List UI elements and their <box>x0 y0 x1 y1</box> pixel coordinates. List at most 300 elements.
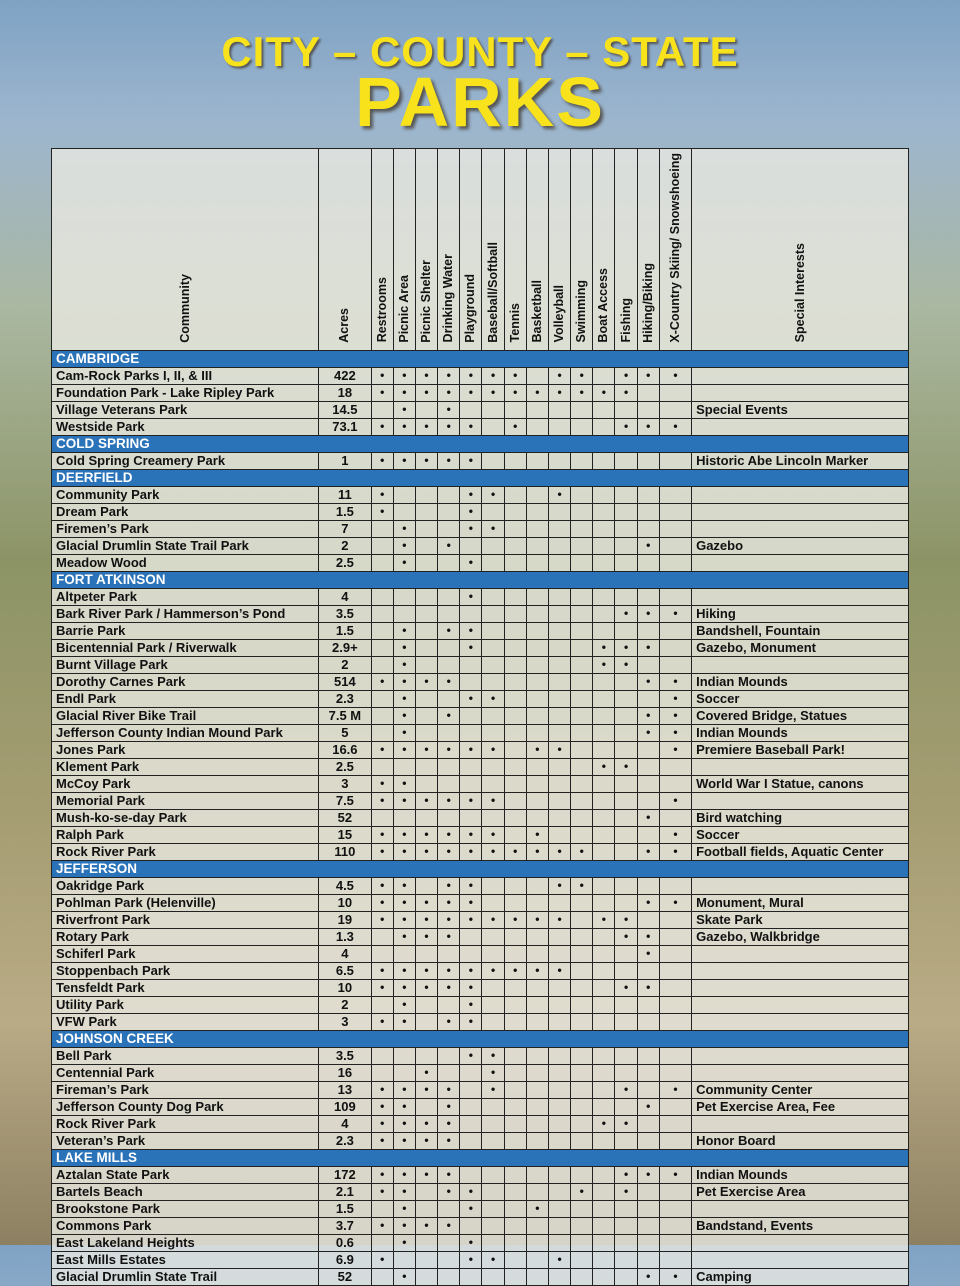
amenity-empty <box>504 1132 526 1149</box>
column-header-label: Swimming <box>574 280 589 343</box>
amenity-bullet <box>393 962 415 979</box>
amenity-bullet <box>371 741 393 758</box>
amenity-empty <box>460 537 482 554</box>
park-name: Altpeter Park <box>52 588 319 605</box>
amenity-empty <box>504 622 526 639</box>
amenity-empty <box>460 775 482 792</box>
amenity-bullet <box>548 843 570 860</box>
amenity-empty <box>548 996 570 1013</box>
table-row <box>52 809 909 826</box>
amenity-empty <box>637 1183 659 1200</box>
column-header-label: Picnic Shelter <box>419 259 434 343</box>
special-interests: Honor Board <box>692 1132 909 1149</box>
amenity-empty <box>526 1047 548 1064</box>
amenity-empty <box>482 945 504 962</box>
table-row <box>52 1268 909 1285</box>
amenity-bullet <box>637 928 659 945</box>
amenity-bullet <box>504 418 526 435</box>
amenity-bullet <box>393 1132 415 1149</box>
amenity-bullet <box>438 1132 460 1149</box>
amenity-bullet <box>637 843 659 860</box>
amenity-empty <box>482 1013 504 1030</box>
table-row <box>52 724 909 741</box>
amenity-empty <box>393 809 415 826</box>
amenity-empty <box>571 707 593 724</box>
amenity-bullet <box>637 605 659 622</box>
special-interests <box>692 1234 909 1251</box>
amenity-empty <box>526 622 548 639</box>
amenity-empty <box>571 503 593 520</box>
amenity-bullet <box>393 418 415 435</box>
amenity-empty <box>415 1013 437 1030</box>
amenity-bullet <box>371 911 393 928</box>
amenity-empty <box>504 486 526 503</box>
amenity-empty <box>637 384 659 401</box>
table-row <box>52 843 909 860</box>
park-acres: 2 <box>319 656 371 673</box>
amenity-bullet <box>482 1251 504 1268</box>
amenity-empty <box>659 1064 691 1081</box>
amenity-bullet <box>460 622 482 639</box>
amenity-empty <box>571 741 593 758</box>
amenity-bullet <box>371 775 393 792</box>
park-name: Cold Spring Creamery Park <box>52 452 319 469</box>
page-title: PARKS <box>355 63 605 141</box>
amenity-empty <box>571 605 593 622</box>
amenity-bullet <box>615 384 637 401</box>
amenity-bullet <box>438 928 460 945</box>
special-interests: Soccer <box>692 826 909 843</box>
amenity-empty <box>637 1013 659 1030</box>
amenity-empty <box>593 554 615 571</box>
amenity-empty <box>393 945 415 962</box>
park-acres: 3 <box>319 775 371 792</box>
amenity-bullet <box>393 1166 415 1183</box>
amenity-empty <box>460 724 482 741</box>
park-name: Dorothy Carnes Park <box>52 673 319 690</box>
amenity-empty <box>637 962 659 979</box>
table-row <box>52 605 909 622</box>
amenity-empty <box>571 690 593 707</box>
amenity-empty <box>571 639 593 656</box>
amenity-bullet <box>438 707 460 724</box>
park-name: Jefferson County Dog Park <box>52 1098 319 1115</box>
amenity-bullet <box>438 1217 460 1234</box>
amenity-empty <box>504 605 526 622</box>
park-name: Meadow Wood <box>52 554 319 571</box>
table-row <box>52 1200 909 1217</box>
amenity-empty <box>526 367 548 384</box>
table-row <box>52 741 909 758</box>
park-acres: 16 <box>319 1064 371 1081</box>
amenity-empty <box>371 656 393 673</box>
amenity-bullet <box>393 452 415 469</box>
column-header-label: X-Country Skiing/ Snowshoeing <box>667 153 682 343</box>
amenity-bullet <box>637 639 659 656</box>
column-header-label: Boat Access <box>596 268 611 343</box>
amenity-empty <box>371 1047 393 1064</box>
amenity-empty <box>482 1166 504 1183</box>
amenity-empty <box>526 656 548 673</box>
park-acres: 2.3 <box>319 690 371 707</box>
amenity-bullet <box>659 792 691 809</box>
amenity-bullet <box>393 1115 415 1132</box>
amenity-empty <box>504 537 526 554</box>
amenity-bullet <box>393 367 415 384</box>
special-interests: Pet Exercise Area, Fee <box>692 1098 909 1115</box>
amenity-bullet <box>460 741 482 758</box>
special-interests <box>692 503 909 520</box>
amenity-empty <box>504 758 526 775</box>
amenity-empty <box>393 503 415 520</box>
column-header <box>615 149 637 351</box>
amenity-empty <box>415 707 437 724</box>
amenity-empty <box>571 1081 593 1098</box>
park-name: Cam-Rock Parks I, II, & III <box>52 367 319 384</box>
amenity-empty <box>438 1268 460 1285</box>
table-row <box>52 537 909 554</box>
amenity-empty <box>659 979 691 996</box>
amenity-bullet <box>460 979 482 996</box>
amenity-empty <box>593 367 615 384</box>
amenity-empty <box>460 656 482 673</box>
amenity-empty <box>593 1047 615 1064</box>
amenity-empty <box>415 996 437 1013</box>
amenity-empty <box>482 503 504 520</box>
amenity-bullet <box>438 1166 460 1183</box>
amenity-bullet <box>482 962 504 979</box>
amenity-empty <box>504 928 526 945</box>
amenity-empty <box>615 452 637 469</box>
amenity-empty <box>371 707 393 724</box>
amenity-empty <box>548 1217 570 1234</box>
amenity-empty <box>637 877 659 894</box>
park-acres: 73.1 <box>319 418 371 435</box>
table-row <box>52 639 909 656</box>
amenity-empty <box>438 1200 460 1217</box>
amenity-empty <box>593 1183 615 1200</box>
amenity-bullet <box>438 1115 460 1132</box>
amenity-bullet <box>482 1064 504 1081</box>
amenity-empty <box>526 401 548 418</box>
amenity-empty <box>415 690 437 707</box>
amenity-bullet <box>393 520 415 537</box>
amenity-bullet <box>482 1081 504 1098</box>
amenity-bullet <box>438 401 460 418</box>
park-acres: 11 <box>319 486 371 503</box>
amenity-empty <box>438 1064 460 1081</box>
amenity-empty <box>593 452 615 469</box>
special-interests <box>692 758 909 775</box>
amenity-bullet <box>393 826 415 843</box>
amenity-bullet <box>371 367 393 384</box>
amenity-empty <box>659 384 691 401</box>
amenity-bullet <box>615 605 637 622</box>
column-header <box>482 149 504 351</box>
amenity-bullet <box>659 843 691 860</box>
amenity-empty <box>659 1217 691 1234</box>
column-header <box>504 149 526 351</box>
amenity-empty <box>371 758 393 775</box>
amenity-empty <box>526 877 548 894</box>
park-name: Bartels Beach <box>52 1183 319 1200</box>
amenity-bullet <box>393 1081 415 1098</box>
amenity-empty <box>526 809 548 826</box>
amenity-bullet <box>438 452 460 469</box>
amenity-empty <box>371 554 393 571</box>
community-name: DEERFIELD <box>52 469 909 486</box>
amenity-bullet <box>371 1251 393 1268</box>
amenity-empty <box>593 707 615 724</box>
special-interests <box>692 588 909 605</box>
amenity-bullet <box>659 894 691 911</box>
amenity-empty <box>659 928 691 945</box>
table-row <box>52 826 909 843</box>
table-row <box>52 928 909 945</box>
table-row <box>52 1098 909 1115</box>
amenity-bullet <box>460 826 482 843</box>
amenity-empty <box>526 724 548 741</box>
amenity-empty <box>371 605 393 622</box>
amenity-empty <box>482 809 504 826</box>
amenity-empty <box>548 1013 570 1030</box>
park-acres: 4 <box>319 588 371 605</box>
column-header-label: Volleyball <box>552 285 567 343</box>
amenity-empty <box>615 537 637 554</box>
special-interests: Camping <box>692 1268 909 1285</box>
amenity-bullet <box>526 826 548 843</box>
community-group-row <box>52 350 909 367</box>
amenity-empty <box>504 775 526 792</box>
table-row <box>52 911 909 928</box>
amenity-empty <box>526 520 548 537</box>
amenity-empty <box>482 418 504 435</box>
amenity-bullet <box>438 792 460 809</box>
amenity-empty <box>571 962 593 979</box>
amenity-bullet <box>460 384 482 401</box>
amenity-empty <box>415 401 437 418</box>
park-acres: 3.7 <box>319 1217 371 1234</box>
park-acres: 52 <box>319 1268 371 1285</box>
amenity-empty <box>593 503 615 520</box>
amenity-empty <box>415 724 437 741</box>
amenity-empty <box>526 486 548 503</box>
amenity-empty <box>548 945 570 962</box>
special-interests: Gazebo <box>692 537 909 554</box>
amenity-empty <box>460 707 482 724</box>
park-acres: 4 <box>319 945 371 962</box>
amenity-empty <box>615 1064 637 1081</box>
special-interests <box>692 792 909 809</box>
amenity-bullet <box>659 1268 691 1285</box>
amenity-empty <box>393 1047 415 1064</box>
table-row <box>52 401 909 418</box>
amenity-empty <box>615 1098 637 1115</box>
amenity-empty <box>593 775 615 792</box>
amenity-empty <box>526 928 548 945</box>
amenity-empty <box>571 486 593 503</box>
amenity-empty <box>548 809 570 826</box>
amenity-bullet <box>393 639 415 656</box>
amenity-bullet <box>482 367 504 384</box>
amenity-empty <box>548 894 570 911</box>
amenity-empty <box>615 741 637 758</box>
amenity-empty <box>615 486 637 503</box>
column-header-label: Picnic Area <box>396 274 411 343</box>
amenity-empty <box>482 537 504 554</box>
amenity-bullet <box>460 877 482 894</box>
amenity-bullet <box>371 384 393 401</box>
amenity-bullet <box>659 418 691 435</box>
park-name: Glacial River Bike Trail <box>52 707 319 724</box>
amenity-empty <box>593 1064 615 1081</box>
amenity-empty <box>659 401 691 418</box>
park-name: Ralph Park <box>52 826 319 843</box>
title-line-1: CITY – COUNTY – STATE <box>221 28 739 75</box>
park-name: McCoy Park <box>52 775 319 792</box>
amenity-empty <box>548 1081 570 1098</box>
amenity-empty <box>504 401 526 418</box>
amenity-empty <box>482 1098 504 1115</box>
column-header <box>371 149 393 351</box>
community-group-row <box>52 860 909 877</box>
amenity-empty <box>637 588 659 605</box>
column-header <box>415 149 437 351</box>
special-interests: Skate Park <box>692 911 909 928</box>
amenity-bullet <box>393 1098 415 1115</box>
amenity-empty <box>615 588 637 605</box>
amenity-bullet <box>615 367 637 384</box>
amenity-empty <box>526 588 548 605</box>
amenity-empty <box>548 690 570 707</box>
table-row <box>52 1217 909 1234</box>
amenity-empty <box>548 1064 570 1081</box>
amenity-empty <box>593 486 615 503</box>
amenity-empty <box>659 1234 691 1251</box>
amenity-empty <box>571 452 593 469</box>
amenity-empty <box>548 401 570 418</box>
amenity-empty <box>504 1115 526 1132</box>
special-interests <box>692 945 909 962</box>
amenity-empty <box>659 775 691 792</box>
amenity-empty <box>571 826 593 843</box>
amenity-empty <box>504 996 526 1013</box>
amenity-bullet <box>371 792 393 809</box>
special-interests <box>692 1115 909 1132</box>
amenity-bullet <box>438 673 460 690</box>
amenity-empty <box>460 1217 482 1234</box>
amenity-empty <box>571 775 593 792</box>
amenity-empty <box>637 554 659 571</box>
amenity-empty <box>460 809 482 826</box>
amenity-empty <box>615 809 637 826</box>
amenity-bullet <box>371 673 393 690</box>
table-body <box>52 350 909 1285</box>
special-interests: Bandshell, Fountain <box>692 622 909 639</box>
amenity-bullet <box>593 758 615 775</box>
amenity-empty <box>615 690 637 707</box>
amenity-bullet <box>460 911 482 928</box>
table-row <box>52 384 909 401</box>
amenity-bullet <box>415 979 437 996</box>
amenity-bullet <box>548 911 570 928</box>
amenity-bullet <box>415 911 437 928</box>
amenity-empty <box>548 622 570 639</box>
special-interests <box>692 384 909 401</box>
amenity-bullet <box>637 724 659 741</box>
amenity-empty <box>415 622 437 639</box>
amenity-empty <box>615 1268 637 1285</box>
amenity-empty <box>482 1183 504 1200</box>
amenity-bullet <box>393 877 415 894</box>
amenity-empty <box>548 707 570 724</box>
park-name: East Mills Estates <box>52 1251 319 1268</box>
amenity-empty <box>659 945 691 962</box>
amenity-empty <box>615 945 637 962</box>
amenity-empty <box>438 945 460 962</box>
community-name: FORT ATKINSON <box>52 571 909 588</box>
table-row <box>52 1081 909 1098</box>
park-name: Brookstone Park <box>52 1200 319 1217</box>
special-interests: Covered Bridge, Statues <box>692 707 909 724</box>
amenity-bullet <box>526 1200 548 1217</box>
amenity-empty <box>482 707 504 724</box>
amenity-empty <box>460 1081 482 1098</box>
amenity-bullet <box>504 911 526 928</box>
special-interests <box>692 1064 909 1081</box>
table-row <box>52 1115 909 1132</box>
amenity-empty <box>371 1200 393 1217</box>
amenity-empty <box>637 1217 659 1234</box>
amenity-empty <box>593 1013 615 1030</box>
amenity-empty <box>415 605 437 622</box>
special-interests: Historic Abe Lincoln Marker <box>692 452 909 469</box>
amenity-bullet <box>415 1064 437 1081</box>
amenity-empty <box>571 894 593 911</box>
amenity-empty <box>460 1115 482 1132</box>
amenity-bullet <box>460 588 482 605</box>
amenity-bullet <box>393 656 415 673</box>
amenity-bullet <box>460 1183 482 1200</box>
amenity-bullet <box>415 792 437 809</box>
amenity-empty <box>548 1183 570 1200</box>
amenity-empty <box>371 928 393 945</box>
amenity-empty <box>593 1166 615 1183</box>
amenity-empty <box>504 1200 526 1217</box>
amenity-empty <box>482 656 504 673</box>
park-name: Bark River Park / Hammerson’s Pond <box>52 605 319 622</box>
amenity-empty <box>571 1251 593 1268</box>
amenity-empty <box>593 979 615 996</box>
special-interests: Special Events <box>692 401 909 418</box>
amenity-empty <box>504 1251 526 1268</box>
amenity-empty <box>593 418 615 435</box>
park-acres: 422 <box>319 367 371 384</box>
amenity-bullet <box>593 384 615 401</box>
special-interests: Hiking <box>692 605 909 622</box>
amenity-empty <box>460 928 482 945</box>
table-row <box>52 1064 909 1081</box>
amenity-empty <box>526 554 548 571</box>
amenity-bullet <box>637 418 659 435</box>
park-acres: 1.3 <box>319 928 371 945</box>
column-header <box>692 149 909 351</box>
column-header-label: Playground <box>463 273 478 343</box>
amenity-bullet <box>548 384 570 401</box>
amenity-empty <box>637 911 659 928</box>
amenity-empty <box>415 1098 437 1115</box>
amenity-bullet <box>526 843 548 860</box>
